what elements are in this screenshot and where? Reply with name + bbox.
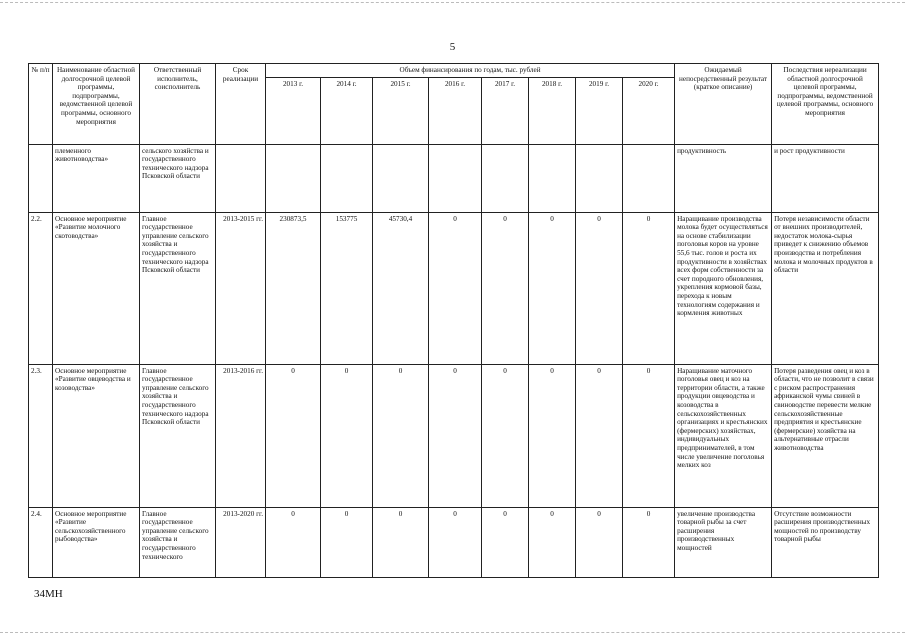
header-row <box>29 64 879 78</box>
year-header: 2019 г. <box>576 77 623 144</box>
row-num: 2.3. <box>29 364 53 507</box>
row-result: продуктивность <box>675 144 772 212</box>
year-header: 2016 г. <box>429 77 482 144</box>
row-value: 0 <box>482 212 529 364</box>
row-value <box>266 144 321 212</box>
row-value: 0 <box>576 507 623 577</box>
program-table <box>28 63 879 578</box>
row-name: Основное мероприятие «Развитие сельскохозяйственного рыбоводства» <box>53 507 140 577</box>
row-period: 2013-2016 гг. <box>216 364 266 507</box>
row-consequence: Потеря разведения овец и коз в области, что не позволит в связи с риском распространения африканской чумы свиней в свиноводстве перевести мелкие сельскохозяйственные предприятия и крестьянские (фермерские) хозяйства на альтернативные отрасли животноводства <box>772 364 879 507</box>
row-value: 0 <box>429 507 482 577</box>
header-consequence: Последствия нереализации областной долгосрочной целевой программы, подпрограммы, ведомственной целевой программы, основного мероприятия <box>772 64 879 145</box>
row-value: 0 <box>482 507 529 577</box>
row-value: 153775 <box>321 212 373 364</box>
row-result: Наращивание производства молока будет осуществляться на основе стабилизации поголовья коров на уровне 55,6 тыс. голов и роста их продуктивности в хозяйствах всех форм собственности за счет породного обновления, укрепления кормовой базы, перехода к новым технологиям содержания и кормления животных <box>675 212 772 364</box>
row-value <box>321 144 373 212</box>
row-value: 0 <box>482 364 529 507</box>
row-value <box>373 144 429 212</box>
row-result: увеличение производства товарной рыбы за счет расширения производственных мощностей <box>675 507 772 577</box>
header-num: № п/п <box>29 64 53 145</box>
row-executor: Главное государственное управление сельского хозяйства и государственного технического <box>140 507 216 577</box>
footer-code: 34MH <box>34 588 63 600</box>
row-value: 230873,5 <box>266 212 321 364</box>
bottom-scan-edge <box>0 632 905 633</box>
row-result: Наращивание маточного поголовья овец и коз на территории области, а также продукции овцеводства и козоводства в сельскохозяйственных организациях и крестьянских (фермерских) хозяйствах, индивидуальных предпринимателей, в том числе увеличение поголовья мелких коз <box>675 364 772 507</box>
row-consequence: Отсутствие возможности расширения производственных мощностей по производству товарной рыбы <box>772 507 879 577</box>
row-num <box>29 144 53 212</box>
year-header: 2018 г. <box>529 77 576 144</box>
year-header: 2020 г. <box>623 77 675 144</box>
row-value: 0 <box>429 364 482 507</box>
row-name: Основное мероприятие «Развитие овцеводства и козоводства» <box>53 364 140 507</box>
row-num: 2.2. <box>29 212 53 364</box>
table-row <box>29 212 879 364</box>
row-value <box>429 144 482 212</box>
row-value: 0 <box>576 212 623 364</box>
header-period: Срок реализации <box>216 64 266 145</box>
row-executor: Главное государственное управление сельского хозяйства и государственного технического надзора Псковской области <box>140 212 216 364</box>
row-period: 2013-2015 гг. <box>216 212 266 364</box>
row-consequence: Потеря независимости области от внешних производителей, недостаток молока-сырья приведет к снижению объемов производства и потребления молока и молочных продуктов в области <box>772 212 879 364</box>
table-row <box>29 364 879 507</box>
row-value: 0 <box>266 507 321 577</box>
row-period <box>216 144 266 212</box>
row-value: 0 <box>373 507 429 577</box>
row-period: 2013-2020 гг. <box>216 507 266 577</box>
row-executor: Главное государственное управление сельского хозяйства и государственного технического надзора Псковской области <box>140 364 216 507</box>
header-executor: Ответственный исполнитель, соисполнитель <box>140 64 216 145</box>
row-value: 45730,4 <box>373 212 429 364</box>
row-value: 0 <box>529 212 576 364</box>
row-value: 0 <box>576 364 623 507</box>
year-header: 2014 г. <box>321 77 373 144</box>
row-consequence: и рост продуктивности <box>772 144 879 212</box>
row-value: 0 <box>373 364 429 507</box>
row-name: племенного животноводства» <box>53 144 140 212</box>
row-value: 0 <box>623 212 675 364</box>
row-value: 0 <box>529 364 576 507</box>
row-num: 2.4. <box>29 507 53 577</box>
top-scan-edge <box>0 2 905 3</box>
row-value: 0 <box>623 364 675 507</box>
row-value: 0 <box>321 507 373 577</box>
row-value: 0 <box>429 212 482 364</box>
row-value <box>576 144 623 212</box>
row-executor: сельского хозяйства и государственного технического надзора Псковской области <box>140 144 216 212</box>
row-value: 0 <box>529 507 576 577</box>
row-name: Основное мероприятие «Развитие молочного скотоводства» <box>53 212 140 364</box>
year-header: 2017 г. <box>482 77 529 144</box>
year-header: 2013 г. <box>266 77 321 144</box>
row-value: 0 <box>321 364 373 507</box>
header-result: Ожидаемый непосредственный результат (краткое описание) <box>675 64 772 145</box>
page-number: 5 <box>449 41 456 53</box>
row-value <box>623 144 675 212</box>
row-value: 0 <box>623 507 675 577</box>
header-name: Наименование областной долгосрочной целевой программы, подпрограммы, ведомственной целевой программы, основного мероприятия <box>53 64 140 145</box>
row-value <box>482 144 529 212</box>
row-value <box>529 144 576 212</box>
year-header: 2015 г. <box>373 77 429 144</box>
table-row <box>29 144 879 212</box>
row-value: 0 <box>266 364 321 507</box>
header-funding: Объем финансирования по годам, тыс. рублей <box>266 64 675 78</box>
table-row <box>29 507 879 577</box>
